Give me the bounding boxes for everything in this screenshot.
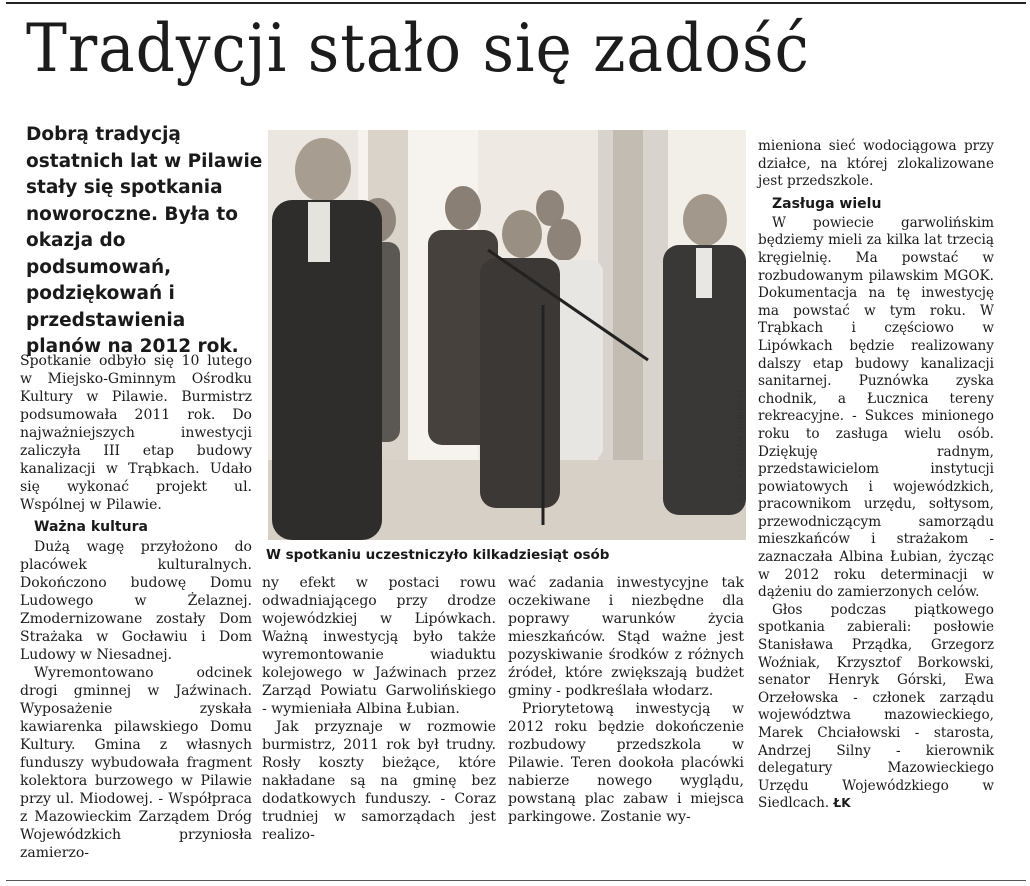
article-photo [268,130,746,540]
column-1 [20,352,252,862]
column-4 [758,138,994,813]
top-rule [6,2,1026,4]
column-3 [508,574,744,826]
bottom-rule [6,880,1026,881]
photo-credit: FOT. KRYSTIAN DUBIŃSKI [736,390,745,501]
col1-paragraph-3: Wyremontowano odcinek drogi gminnej w Jaźwinach. Wyposażenie zyskała kawiarenka pilawskiego Domu Kultury. Gmina z własnych funduszy wybudowała fragment kolektora burzowego w Pilawie przy ul. Miodowej. - Współpraca z Mazowieckim Zarządem Dróg Wojewódzkich przyniosła zamierzo- [20,665,252,861]
col4-paragraph-3-text: Głos podczas piątkowego spotkania zabierali: posłowie Stanisława Prządka, Grzegorz Woźniak, Krzysztof Borkowski, senator Henryk Górski, Ewa Orzełowska - członek zarządu województwa mazowieckiego, Marek Chciałowski - starosta, Andrzej Silny - kierownik delegatury Mazowieckiego Urzędu Wojewódzkiego w Siedlcach. [758,601,994,812]
col2-paragraph-1: ny efekt w postaci rowu odwadniającego przy drodze wojewódzkiej w Lipówkach. Ważną inwestycją było także wyremontowanie wiaduktu kolejowego w Jaźwinach przez Zarząd Powiatu Garwolińskiego - wymieniała Albina Łubian. [262,575,496,717]
col1-paragraph-1: Spotkanie odbyło się 10 lutego w Miejsko-Gminnym Ośrodku Kultury w Pilawie. Burmistrz podsumowała 2011 rok. Do najważniejszych inwestycji zaliczyła III etap budowy kanalizacji w Trąbkach. Udało się wykonać projekt ul. Wspólnej w Pilawie. [20,353,252,513]
col2-paragraph-2: Jak przyznaje w rozmowie burmistrz, 2011 rok był trudny. Rosły koszty bieżące, które nakładane są na gminę bez dodatkowych funduszy. - Coraz trudniej w samorządach jest realizo- [262,719,496,843]
col4-paragraph-1: mieniona sieć wodociągowa przy działce, na której zlokalizowane jest przedszkole. [758,138,994,190]
col3-paragraph-2: Priorytetową inwestycją w 2012 roku będzie dokończenie rozbudowy przedszkola w Pilawie. Teren dookoła placówki nabierze nowego wyglądu, powstaną plac zabaw i miejsca parkingowe. Zostanie wy- [508,701,744,825]
photo-caption: W spotkaniu uczestniczyło kilkadziesiąt osób [266,547,610,563]
col4-paragraph-2: W powiecie garwolińskim będziemy mieli za kilka lat trzecią kręgielnię. Ma powstać w rozbudowanym pilawskim MGOK. Dokumentacja na tę inwestycję ma powstać w tym roku. W Trąbkach i częściowo w Lipówkach będzie realizowany dalszy etap budowy kanalizacji sanitarnej. Puznówka zyska chodnik, a Łucznica tereny rekreacyjne. - Sukces minionego roku to zasługa wielu osób. Dziękuję radnym, przedstawicielom instytucji powiatowych i wojewódzkich, pracownikom urzędu, sołtysom, przewodniczącym samorządu mieszkańców i strażakom - zaznaczała Albina Łubian, życząc w 2012 roku determinacji w dążeniu do zamierzonych celów. [758,214,994,601]
subheading-wazna-kultura: Ważna kultura [34,519,148,535]
col1-paragraph-2: Dużą wagę przyłożono do placówek kulturalnych. Dokończono budowę Domu Ludowego w Żelaznej. Zmodernizowane zostały Dom Strażaka w Gocławiu i Dom Ludowy w Niesadnej. [20,539,252,663]
author-signature: ŁK [833,796,851,811]
subheading-zasluga-wielu: Zasługa wielu [772,195,882,212]
col3-paragraph-1: wać zadania inwestycyjne tak oczekiwane i niezbędne dla poprawy warunków życia mieszkańców. Stąd ważne jest pozyskiwanie środków z różnych źródeł, które zwiększają budżet gminy - podkreślała włodarz. [508,575,744,699]
photo-illustration [268,130,746,540]
lead-paragraph: Dobrą tradycją ostatnich lat w Pilawie stały się spotkania noworoczne. Była to okazja do podsumowań, podziękowań i przedstawienia planów na 2012 rok. [26,124,263,357]
col4-paragraph-3 [758,602,994,813]
headline: Tradycji stało się zadość [26,10,810,87]
column-2 [262,574,496,844]
